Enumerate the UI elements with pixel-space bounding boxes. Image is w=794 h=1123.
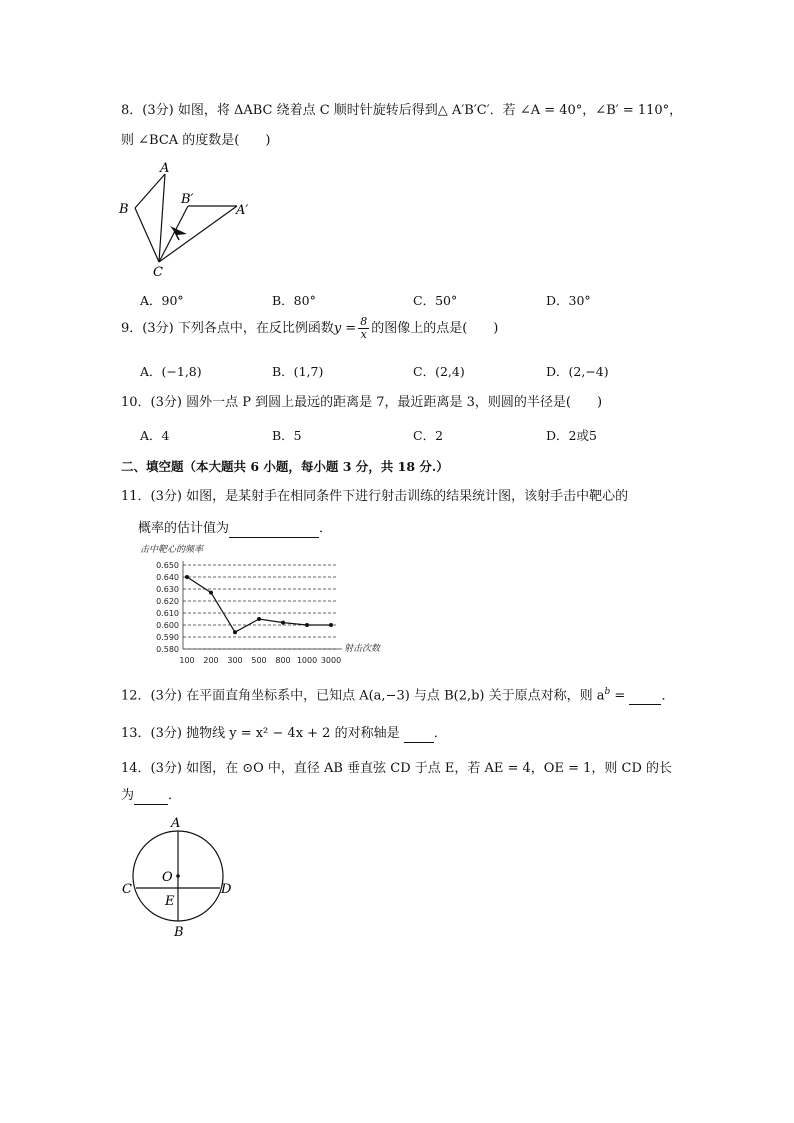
q11-line2 [138,520,332,538]
data-point [185,575,189,579]
label-b: B [174,925,184,940]
chart-title: 击中靶心的频率 [140,545,204,555]
label-a: A [171,816,181,831]
data-point [281,621,285,625]
data-point [305,623,309,627]
q13-end: ． [433,726,447,741]
q11-line2-prefix: 概率的估计值为 [138,521,230,536]
q12-tail: = [610,688,630,704]
label-o: O [162,870,173,885]
q14-line1: 14．(3分) 如图，在 ⊙O 中，直径 AB 垂直弦 CD 于点 E，若 AE = 4，OE = 1，则 CD 的长 [121,761,673,776]
x-tick-label: 200 [203,656,219,665]
data-point [257,617,261,621]
q12-end: ． [661,688,675,704]
q11-answer-blank[interactable] [229,523,319,538]
label-c: C [153,265,163,280]
q14-line2 [121,787,181,805]
y-tick-label: 0.580 [156,645,179,654]
y-tick-label: 0.600 [156,621,179,630]
y-tick-label: 0.640 [156,573,179,582]
label-b-prime: B′ [181,192,194,207]
y-tick-label: 0.630 [156,585,179,594]
q12-stem [121,683,674,705]
q9-stem [121,316,498,341]
x-tick-label: 300 [227,656,243,665]
q9-option-a[interactable]: A．(−1,8) [140,364,202,379]
label-a: A [160,161,170,176]
q9-frac-den: x [360,328,367,341]
q9-fraction [358,316,369,341]
x-tick-label: 3000 [320,656,342,665]
q14-circle-figure [118,812,248,942]
segment-bc [135,208,159,262]
data-point [209,591,213,595]
x-tick-label: 500 [251,656,267,665]
q12-text: 12．(3分) 在平面直角坐标系中，已知点 A(a,−3) 与点 B(2,b) 关于原点对称，则 a [121,688,605,704]
series-line [187,577,331,632]
data-point [329,623,333,627]
q10-option-c[interactable]: C．2 [413,428,444,443]
q8-option-a[interactable]: A．90° [140,293,184,308]
q9-option-b[interactable]: B．(1,7) [272,364,324,379]
q14-line2-prefix: 为 [121,788,135,803]
q9-suffix: 的图像上的点是( ) [371,321,499,336]
q9-option-c[interactable]: C．(2,4) [413,364,465,379]
frequency-chart [138,541,400,669]
x-tick-label: 1000 [296,656,318,665]
q8-line2: 则 ∠BCA 的度数是( ) [121,133,271,148]
q13-stem [121,725,447,743]
q9-func-lhs: y = [333,321,357,336]
q11-line1: 11．(3分) 如图，是某射手在相同条件下进行射击训练的结果统计图，该射手击中靶心的 [121,489,629,504]
q11-line2-suffix: ． [319,521,333,536]
q9-frac-num: 8 [360,315,368,328]
q8-rotation-figure [115,160,265,280]
segment-ab [135,174,165,208]
segment-ac [159,174,165,262]
q9-prefix: 9．(3分) 下列各点中，在反比例函数 [121,321,334,336]
q10-option-d[interactable]: D．2或5 [546,428,597,443]
y-tick-label: 0.610 [156,609,179,618]
q14-answer-blank[interactable] [134,790,168,805]
data-point [233,630,237,634]
label-d: D [221,882,232,897]
y-tick-label: 0.650 [156,561,179,570]
q10-option-a[interactable]: A．4 [140,428,170,443]
q9-option-d[interactable]: D．(2,−4) [546,364,609,379]
label-a-prime: A′ [236,203,249,218]
x-tick-label: 100 [179,656,195,665]
q8-option-c[interactable]: C．50° [413,293,458,308]
label-e: E [165,894,175,909]
y-tick-label: 0.590 [156,633,179,642]
section2-heading: 二、填空题（本大题共 6 小题，每小题 3 分，共 18 分.） [121,459,449,474]
q12-sup: b [604,687,611,697]
q10-stem: 10．(3分) 圆外一点 P 到圆上最远的距离是 7，最近距离是 3，则圆的半径是( ) [121,395,603,410]
x-tick-label: 800 [275,656,291,665]
center-dot [176,874,180,878]
q8-line1: 8．(3分) 如图，将 ΔABC 绕着点 C 顺时针旋转后得到△ A′B′C′．若 ∠A = 40°，∠B′ = 110°， [121,103,683,118]
segment-apc [159,206,237,262]
q13-answer-blank[interactable] [404,728,434,743]
q10-option-b[interactable]: B．5 [272,428,302,443]
label-c: C [122,882,132,897]
label-b: B [119,202,129,217]
q8-option-d[interactable]: D．30° [546,293,591,308]
q12-answer-blank[interactable] [629,690,661,705]
q14-line2-suffix: ． [168,788,182,803]
chart-xlabel: 射击次数 [344,644,381,654]
y-tick-label: 0.620 [156,597,179,606]
q13-text: 13．(3分) 抛物线 y = x² − 4x + 2 的对称轴是 [121,726,404,741]
rotation-arrow-icon [170,226,187,235]
q8-option-b[interactable]: B．80° [272,293,316,308]
